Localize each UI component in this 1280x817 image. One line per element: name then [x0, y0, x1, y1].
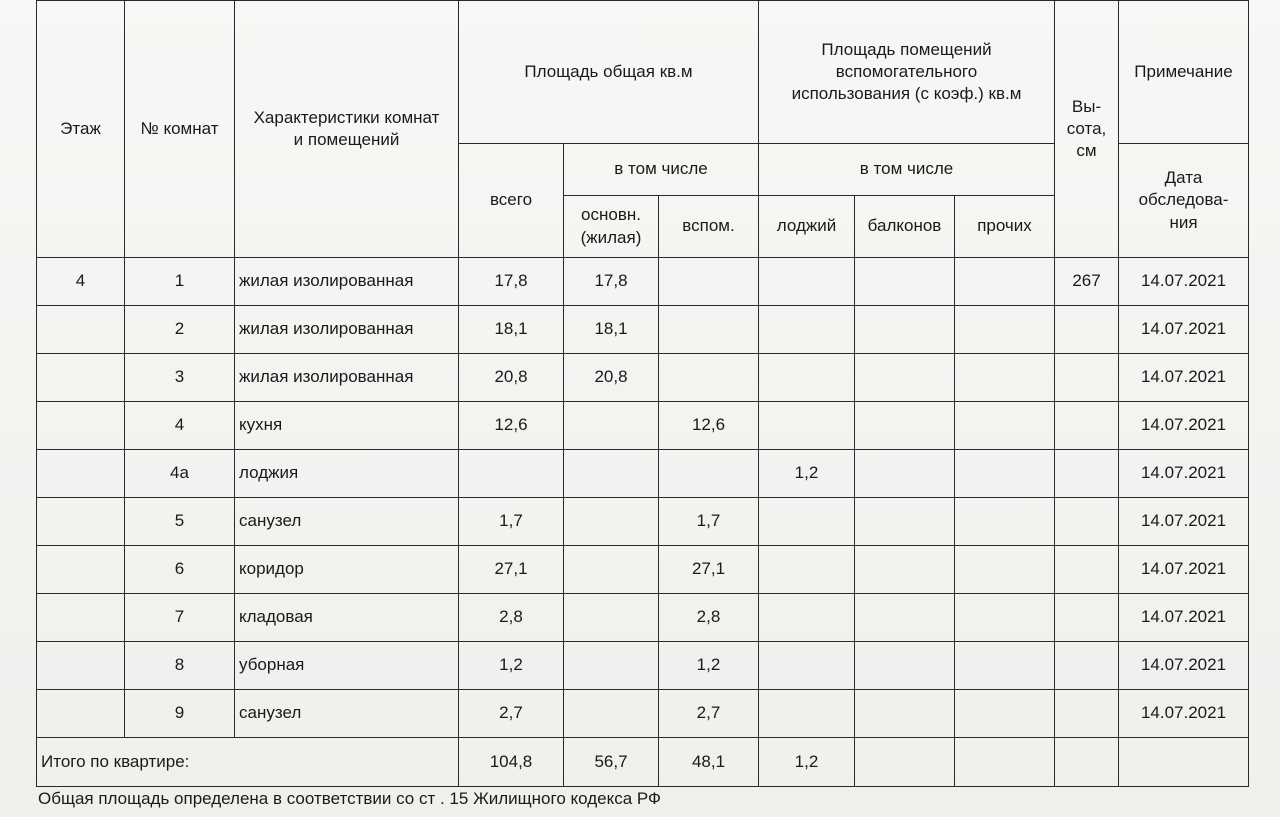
cell-room: 8 [125, 642, 235, 690]
cell-balcony [855, 450, 955, 498]
header-main-living: основн. (жилая) [564, 196, 659, 258]
cell-floor [37, 546, 125, 594]
cell-aux [659, 306, 759, 354]
cell-room: 3 [125, 354, 235, 402]
table-row [37, 594, 1249, 642]
cell-desc: жилая изолированная [235, 306, 459, 354]
header-room-number: № комнат [125, 1, 235, 258]
cell-loggia [759, 354, 855, 402]
cell-other [955, 306, 1055, 354]
cell-room: 6 [125, 546, 235, 594]
cell-balcony [855, 498, 955, 546]
cell-floor: 4 [37, 258, 125, 306]
cell-other [955, 402, 1055, 450]
cell-balcony [855, 690, 955, 738]
cell-floor [37, 402, 125, 450]
cell-floor [37, 690, 125, 738]
header-including-total: в том числе [564, 144, 759, 196]
header-height: Вы-сота, см [1055, 1, 1119, 258]
cell-height: 267 [1055, 258, 1119, 306]
cell-height [1055, 354, 1119, 402]
table-row [37, 546, 1249, 594]
table-row [37, 306, 1249, 354]
cell-floor [37, 306, 125, 354]
cell-balcony [855, 642, 955, 690]
cell-main [564, 546, 659, 594]
cell-aux: 12,6 [659, 402, 759, 450]
cell-balcony [855, 402, 955, 450]
totals-row [37, 738, 1249, 787]
cell-aux: 1,2 [659, 642, 759, 690]
cell-main [564, 690, 659, 738]
cell-main [564, 594, 659, 642]
cell-loggia [759, 594, 855, 642]
cell-other [955, 498, 1055, 546]
cell-room: 7 [125, 594, 235, 642]
room-inventory-table [36, 0, 1249, 787]
cell-height [1055, 594, 1119, 642]
cell-loggia [759, 642, 855, 690]
cell-balcony [855, 594, 955, 642]
header-balconies: балконов [855, 196, 955, 258]
cell-total: 20,8 [459, 354, 564, 402]
cell-total: 1,7 [459, 498, 564, 546]
cell-main: 18,1 [564, 306, 659, 354]
footnote: Общая площадь определена в соответствии со ст . 15 Жилищного кодекса РФ [38, 789, 661, 808]
cell-floor [37, 642, 125, 690]
table-row [37, 450, 1249, 498]
cell-loggia [759, 498, 855, 546]
header-loggias: лоджий [759, 196, 855, 258]
totals-label: Итого по квартире: [37, 738, 459, 787]
cell-floor [37, 450, 125, 498]
cell-other [955, 258, 1055, 306]
cell-aux: 2,7 [659, 690, 759, 738]
cell-height [1055, 498, 1119, 546]
cell-total: 27,1 [459, 546, 564, 594]
cell-total: 18,1 [459, 306, 564, 354]
cell-desc: жилая изолированная [235, 354, 459, 402]
cell-total: 12,6 [459, 402, 564, 450]
cell-total: 2,7 [459, 690, 564, 738]
totals-loggia: 1,2 [759, 738, 855, 787]
cell-desc: санузел [235, 690, 459, 738]
cell-other [955, 546, 1055, 594]
cell-room: 4а [125, 450, 235, 498]
cell-room: 5 [125, 498, 235, 546]
cell-room: 1 [125, 258, 235, 306]
header-survey-date: Дата обследова-ния [1119, 144, 1249, 258]
cell-room: 9 [125, 690, 235, 738]
cell-other [955, 354, 1055, 402]
cell-height [1055, 402, 1119, 450]
cell-height [1055, 450, 1119, 498]
cell-desc: санузел [235, 498, 459, 546]
cell-height [1055, 546, 1119, 594]
cell-room: 2 [125, 306, 235, 354]
cell-floor [37, 594, 125, 642]
cell-other [955, 642, 1055, 690]
cell-balcony [855, 354, 955, 402]
header-all: всего [459, 144, 564, 258]
cell-aux: 27,1 [659, 546, 759, 594]
cell-date: 14.07.2021 [1119, 642, 1249, 690]
header-other: прочих [955, 196, 1055, 258]
cell-loggia [759, 690, 855, 738]
cell-balcony [855, 546, 955, 594]
header-aux-area: Площадь помещений вспомогательного использования (с коэф.) кв.м [759, 1, 1055, 144]
header-floor: Этаж [37, 1, 125, 258]
table-row [37, 690, 1249, 738]
cell-date: 14.07.2021 [1119, 546, 1249, 594]
cell-aux [659, 258, 759, 306]
cell-other [955, 594, 1055, 642]
header-characteristics: Характеристики комнат и помещений [235, 1, 459, 258]
cell-desc: жилая изолированная [235, 258, 459, 306]
totals-date [1119, 738, 1249, 787]
cell-loggia [759, 258, 855, 306]
totals-height [1055, 738, 1119, 787]
cell-date: 14.07.2021 [1119, 354, 1249, 402]
header-total-area: Площадь общая кв.м [459, 1, 759, 144]
totals-aux: 48,1 [659, 738, 759, 787]
cell-aux [659, 354, 759, 402]
header-auxiliary: вспом. [659, 196, 759, 258]
cell-loggia [759, 402, 855, 450]
totals-balcony [855, 738, 955, 787]
cell-floor [37, 498, 125, 546]
cell-balcony [855, 258, 955, 306]
cell-aux: 1,7 [659, 498, 759, 546]
cell-loggia: 1,2 [759, 450, 855, 498]
cell-total: 2,8 [459, 594, 564, 642]
table-row [37, 642, 1249, 690]
cell-other [955, 450, 1055, 498]
cell-total: 1,2 [459, 642, 564, 690]
table-row [37, 498, 1249, 546]
cell-date: 14.07.2021 [1119, 450, 1249, 498]
cell-date: 14.07.2021 [1119, 594, 1249, 642]
cell-date: 14.07.2021 [1119, 306, 1249, 354]
cell-aux: 2,8 [659, 594, 759, 642]
cell-date: 14.07.2021 [1119, 690, 1249, 738]
cell-aux [659, 450, 759, 498]
table-row [37, 354, 1249, 402]
cell-other [955, 690, 1055, 738]
cell-total: 17,8 [459, 258, 564, 306]
cell-loggia [759, 546, 855, 594]
header-note: Примечание [1119, 1, 1249, 144]
cell-main [564, 642, 659, 690]
cell-date: 14.07.2021 [1119, 498, 1249, 546]
totals-main: 56,7 [564, 738, 659, 787]
cell-desc: коридор [235, 546, 459, 594]
cell-main: 20,8 [564, 354, 659, 402]
cell-height [1055, 642, 1119, 690]
cell-main [564, 498, 659, 546]
cell-date: 14.07.2021 [1119, 402, 1249, 450]
cell-desc: лоджия [235, 450, 459, 498]
cell-desc: кладовая [235, 594, 459, 642]
cell-height [1055, 306, 1119, 354]
table-row [37, 258, 1249, 306]
cell-height [1055, 690, 1119, 738]
cell-main: 17,8 [564, 258, 659, 306]
cell-date: 14.07.2021 [1119, 258, 1249, 306]
header-including-aux: в том числе [759, 144, 1055, 196]
cell-desc: уборная [235, 642, 459, 690]
cell-main [564, 450, 659, 498]
cell-room: 4 [125, 402, 235, 450]
totals-total: 104,8 [459, 738, 564, 787]
cell-loggia [759, 306, 855, 354]
cell-desc: кухня [235, 402, 459, 450]
cell-main [564, 402, 659, 450]
table-row [37, 402, 1249, 450]
cell-total [459, 450, 564, 498]
cell-floor [37, 354, 125, 402]
cell-balcony [855, 306, 955, 354]
room-rows [37, 258, 1249, 738]
totals-other [955, 738, 1055, 787]
